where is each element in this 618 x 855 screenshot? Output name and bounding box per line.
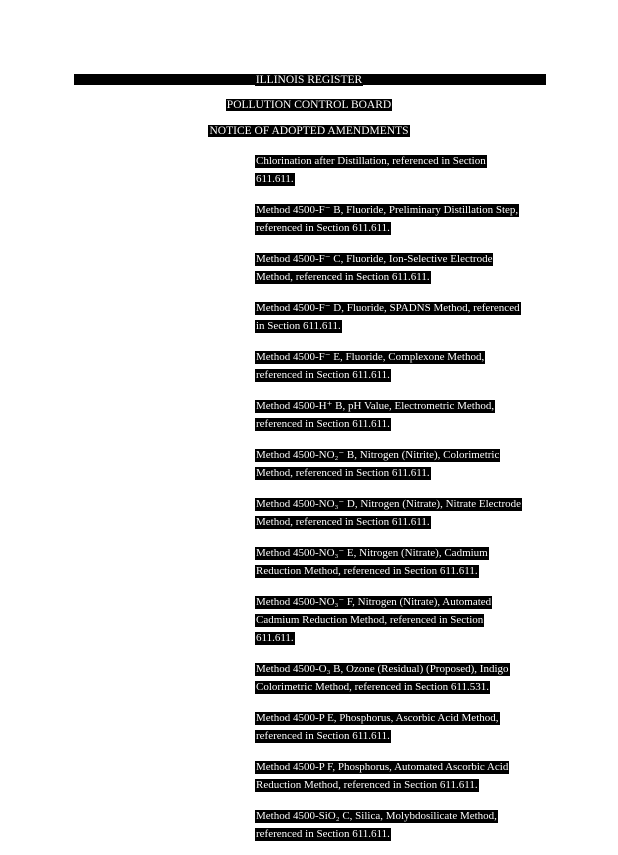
method-entry — [255, 806, 545, 842]
method-entry-line: Method 4500-O₃ B, Ozone (Residual) (Proposed), Indigo — [256, 663, 509, 675]
method-entry — [255, 396, 545, 432]
method-entry-line: Method 4500-NO₂⁻ B, Nitrogen (Nitrite), Colorimetric — [256, 449, 500, 461]
method-entry — [255, 592, 545, 646]
method-entry-line: referenced in Section 611.611. — [256, 369, 390, 381]
method-entry-line: Reduction Method, referenced in Section 611.611. — [256, 779, 478, 791]
method-entry-line: Method 4500-P E, Phosphorus, Ascorbic Acid Method, — [256, 712, 499, 724]
method-entry-line: 611.611. — [256, 173, 294, 185]
method-entry — [255, 151, 545, 187]
method-entry-line: 611.611. — [256, 632, 294, 644]
method-entry-line: Method, referenced in Section 611.611. — [256, 516, 430, 528]
method-entry-line: Method 4500-F⁻ C, Fluoride, Ion-Selective Electrode — [256, 253, 493, 265]
method-entry-line: Method 4500-F⁻ D, Fluoride, SPADNS Method, referenced — [256, 302, 520, 314]
method-entry — [255, 708, 545, 744]
method-entry-line: Chlorination after Distillation, referenced in Section — [256, 155, 486, 167]
method-entry-line: Colorimetric Method, referenced in Section 611.531. — [256, 681, 489, 693]
method-entry-line: Method 4500-P F, Phosphorus, Automated Ascorbic Acid — [256, 761, 509, 773]
method-entry-line: Cadmium Reduction Method, referenced in Section — [256, 614, 484, 626]
method-entry — [255, 494, 545, 530]
method-entry-line: Method 4500-NO₃⁻ D, Nitrogen (Nitrate), Nitrate Electrode — [256, 498, 522, 510]
method-entry — [255, 249, 545, 285]
notice-title: NOTICE OF ADOPTED AMENDMENTS — [209, 125, 409, 137]
method-entry-line: referenced in Section 611.611. — [256, 418, 390, 430]
method-entry — [255, 298, 545, 334]
method-entry-line: Method 4500-H⁺ B, pH Value, Electrometric Method, — [256, 400, 495, 412]
method-entry — [255, 543, 545, 579]
method-entry-line: Method 4500-NO₃⁻ F, Nitrogen (Nitrate), Automated — [256, 596, 492, 608]
method-entry-line: Reduction Method, referenced in Section 611.611. — [256, 565, 478, 577]
method-entry-line: Method 4500-F⁻ E, Fluoride, Complexone Method, — [256, 351, 485, 363]
method-entry — [255, 757, 545, 793]
method-entry-line: Method 4500-NO₃⁻ E, Nitrogen (Nitrate), Cadmium — [256, 547, 488, 559]
register-title: ILLINOIS REGISTER — [255, 74, 363, 86]
method-list — [255, 151, 545, 855]
method-entry — [255, 659, 545, 695]
method-entry-line: Method, referenced in Section 611.611. — [256, 467, 430, 479]
board-title: POLLUTION CONTROL BOARD — [226, 99, 392, 111]
method-entry — [255, 445, 545, 481]
method-entry-line: referenced in Section 611.611. — [256, 828, 390, 840]
method-entry-line: referenced in Section 611.611. — [256, 730, 390, 742]
method-entry-line: referenced in Section 611.611. — [256, 222, 390, 234]
method-entry-line: Method 4500-F⁻ B, Fluoride, Preliminary Distillation Step, — [256, 204, 519, 216]
method-entry-line: Method, referenced in Section 611.611. — [256, 271, 430, 283]
method-entry — [255, 200, 545, 236]
method-entry-line: in Section 611.611. — [256, 320, 341, 332]
method-entry — [255, 347, 545, 383]
method-entry-line: Method 4500-SiO₂ C, Silica, Molybdosilicate Method, — [256, 810, 497, 822]
